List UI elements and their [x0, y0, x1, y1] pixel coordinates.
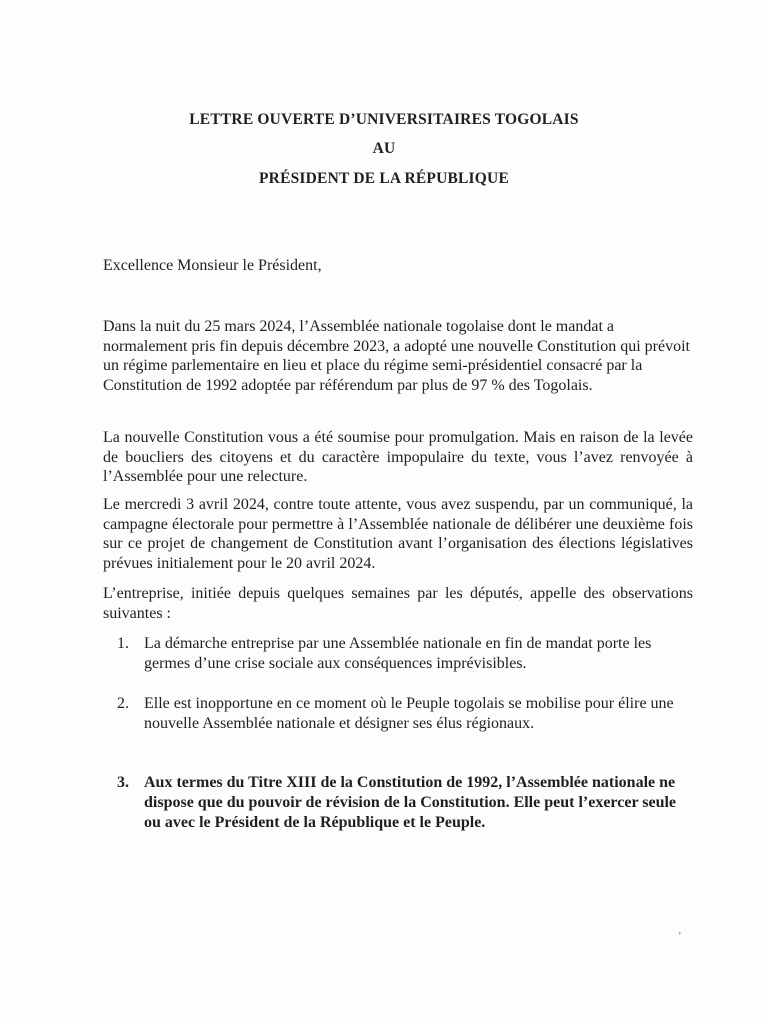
- observation-number: 1.: [117, 635, 129, 652]
- observation-number: 3.: [117, 774, 129, 791]
- paragraph-4: L’entreprise, initiée depuis quelques semaines par les députés, appelle des observations suivantes :: [103, 585, 693, 622]
- salutation: Excellence Monsieur le Président,: [103, 257, 322, 274]
- title-line-3: PRÉSIDENT DE LA RÉPUBLIQUE: [259, 170, 509, 187]
- paragraph-3: Le mercredi 3 avril 2024, contre toute attente, vous avez suspendu, par un communiqué, la campagne électorale pour permettre à l’Assemblée nationale de délibérer une deuxième fois sur ce projet de changement de Constitution avant l’organisation des élections législatives prévues initialement pour le 20 avril 2024.: [103, 496, 693, 572]
- observation-text: Aux termes du Titre XIII de la Constitution de 1992, l’Assemblée nationale ne dispose que du pouvoir de révision de la Constitution. Elle peut l’exercer seule ou avec le Président de la République et le Peuple.: [144, 774, 677, 831]
- page-mark: ': [679, 931, 681, 942]
- observation-text: Elle est inopportune en ce moment où le Peuple togolais se mobilise pour élire une nouvelle Assemblée nationale et désigner ses élus régionaux.: [144, 695, 674, 732]
- observation-text: La démarche entreprise par une Assemblée nationale en fin de mandat porte les germes d’une crise sociale aux conséquences imprévisibles.: [144, 635, 652, 672]
- paragraph-1: Dans la nuit du 25 mars 2024, l’Assemblée nationale togolaise dont le mandat a normalement pris fin depuis décembre 2023, a adopté une nouvelle Constitution qui prévoit un régime parlementaire en lieu et place du régime semi-présidentiel consacré par la Constitution de 1992 adoptée par référendum par plus de 97 % des Togolais.: [103, 318, 690, 394]
- paragraph-2: La nouvelle Constitution vous a été soumise pour promulgation. Mais en raison de la levée de boucliers des citoyens et du caractère impopulaire du texte, vous l’avez renvoyée à l’Assemblée pour une relecture.: [103, 429, 693, 485]
- title-line-2: AU: [372, 140, 396, 157]
- observation-number: 2.: [117, 695, 129, 712]
- title-line-1: LETTRE OUVERTE D’UNIVERSITAIRES TOGOLAIS: [189, 111, 579, 128]
